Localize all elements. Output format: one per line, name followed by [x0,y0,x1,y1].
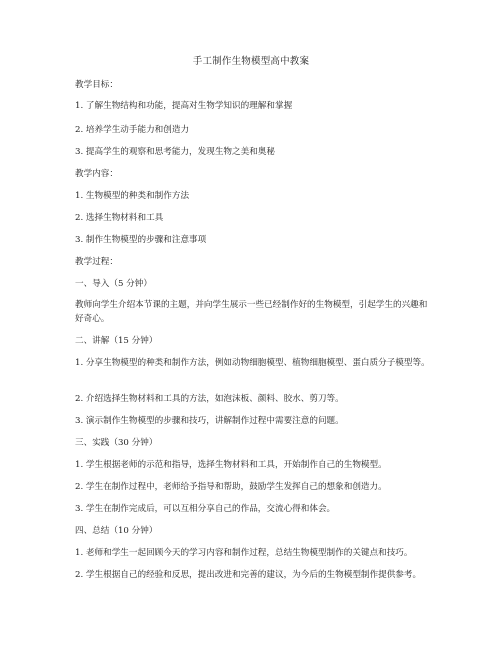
practice-heading: 三、实践（30 分钟） [75,438,158,448]
content-item: 1. 生物模型的种类和制作方法 [75,191,190,201]
lecture-item: 1. 分享生物模型的种类和制作方法，例如动物细胞模型、植物细胞模型、蛋白质分子模型等。 [75,358,430,368]
practice-item: 3. 学生在制作完成后，可以互相分享自己的作品，交流心得和体会。 [75,504,336,514]
lecture-heading: 二、讲解（15 分钟） [75,336,158,346]
summary-item: 1. 老师和学生一起回顾今天的学习内容和制作过程，总结生物模型制作的关键点和技巧。 [75,548,413,558]
lecture-item: 3. 演示制作生物模型的步骤和技巧，讲解制作过程中需要注意的问题。 [75,416,344,426]
document-title: 手工制作生物模型高中教案 [192,56,310,67]
objective-item: 1. 了解生物结构和功能，提高对生物学知识的理解和掌握 [75,101,293,111]
process-heading: 教学过程： [75,257,118,267]
objectives-heading: 教学目标： [75,80,118,90]
practice-item: 2. 学生在制作过程中，老师给予指导和帮助，鼓励学生发挥自己的想象和创造力。 [75,482,387,492]
objective-item: 2. 培养学生动手能力和创造力 [75,125,190,135]
summary-item: 2. 学生根据自己的经验和反思，提出改进和完善的建议，为今后的生物模型制作提供参考。 [75,570,422,580]
intro-paragraph: 教师向学生介绍本节课的主题，并向学生展示一些已经制作好的生物模型，引起学生的兴趣和好奇心。 [75,300,428,324]
practice-item: 1. 学生根据老师的示范和指导，选择生物材料和工具，开始制作自己的生物模型。 [75,460,387,470]
content-heading: 教学内容： [75,169,118,179]
intro-heading: 一、导入（5 分钟） [75,279,152,289]
summary-heading: 四、总结（10 分钟） [75,526,158,536]
lecture-item: 2. 介绍选择生物材料和工具的方法，如泡沫板、颜料、胶水、剪刀等。 [75,394,344,404]
content-item: 2. 选择生物材料和工具 [75,213,164,223]
objective-item: 3. 提高学生的观察和思考能力，发现生物之美和奥秘 [75,147,275,157]
content-item: 3. 制作生物模型的步骤和注意事项 [75,235,207,245]
